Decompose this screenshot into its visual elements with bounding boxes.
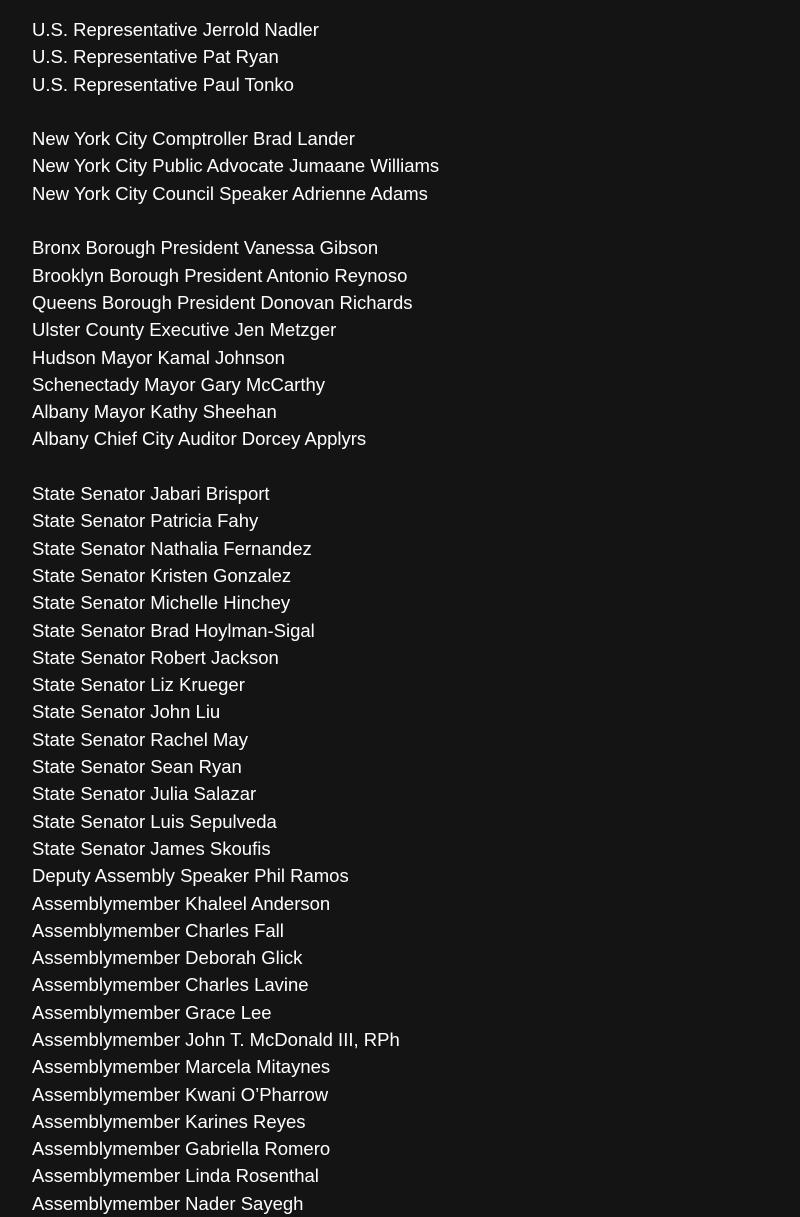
list-item: State Senator Michelle Hinchey: [32, 592, 291, 614]
list-item: Assemblymember Karines Reyes: [32, 1110, 306, 1132]
list-item: State Senator Jabari Brisport: [32, 483, 270, 505]
list-item: Ulster County Executive Jen Metzger: [32, 319, 337, 341]
list-item: Assemblymember Gabriella Romero: [32, 1138, 331, 1160]
list-item: Albany Mayor Kathy Sheehan: [32, 401, 277, 423]
group-spacer: [32, 207, 439, 234]
list-item: Albany Chief City Auditor Dorcey Applyrs: [32, 428, 367, 450]
list-item: State Senator James Skoufis: [32, 837, 271, 859]
list-item: State Senator Luis Sepulveda: [32, 810, 277, 832]
list-item: New York City Public Advocate Jumaane Williams: [32, 155, 440, 177]
list-item: U.S. Representative Jerrold Nadler: [32, 19, 319, 40]
list-item: State Senator Nathalia Fernandez: [32, 537, 312, 559]
officials-group-federal: [32, 16, 439, 98]
list-item: Queens Borough President Donovan Richards: [32, 291, 413, 313]
officials-group-local: [32, 234, 439, 452]
list-item: State Senator Rachel May: [32, 728, 248, 750]
list-item: Assemblymember Charles Lavine: [32, 974, 309, 996]
list-item: U.S. Representative Pat Ryan: [32, 46, 279, 68]
list-item: Assemblymember Charles Fall: [32, 919, 284, 941]
list-item: State Senator Robert Jackson: [32, 646, 279, 668]
list-item: State Senator Kristen Gonzalez: [32, 564, 292, 586]
list-item: Assemblymember Deborah Glick: [32, 947, 303, 969]
list-item: Assemblymember Linda Rosenthal: [32, 1165, 319, 1187]
list-item: Bronx Borough President Vanessa Gibson: [32, 237, 379, 259]
list-item: U.S. Representative Paul Tonko: [32, 73, 294, 95]
officials-group-nyc: [32, 125, 439, 207]
list-item: Schenectady Mayor Gary McCarthy: [32, 373, 326, 395]
list-item: Hudson Mayor Kamal Johnson: [32, 346, 285, 368]
list-item: Assemblymember Grace Lee: [32, 1001, 272, 1023]
list-item: Assemblymember John T. McDonald III, RPh: [32, 1028, 400, 1050]
list-item: State Senator John Liu: [32, 701, 221, 723]
officials-group-state: [32, 480, 439, 1217]
list-item: Assemblymember Kwani O’Pharrow: [32, 1083, 329, 1105]
list-item: State Senator Liz Krueger: [32, 674, 245, 696]
list-item: New York City Council Speaker Adrienne Adams: [32, 182, 428, 204]
group-spacer: [32, 453, 439, 480]
list-item: State Senator Patricia Fahy: [32, 510, 259, 532]
list-item: State Senator Brad Hoylman-Sigal: [32, 619, 315, 641]
list-item: Assemblymember Marcela Mitaynes: [32, 1056, 331, 1078]
list-item: State Senator Julia Salazar: [32, 783, 257, 805]
officials-list: [32, 16, 439, 1217]
list-item: New York City Comptroller Brad Lander: [32, 128, 355, 150]
list-item: Assemblymember Khaleel Anderson: [32, 892, 331, 914]
list-item: Assemblymember Nader Sayegh: [32, 1192, 304, 1214]
list-item: Deputy Assembly Speaker Phil Ramos: [32, 865, 349, 887]
list-item: State Senator Sean Ryan: [32, 756, 242, 778]
list-item: Brooklyn Borough President Antonio Reynoso: [32, 264, 408, 286]
group-spacer: [32, 98, 439, 125]
